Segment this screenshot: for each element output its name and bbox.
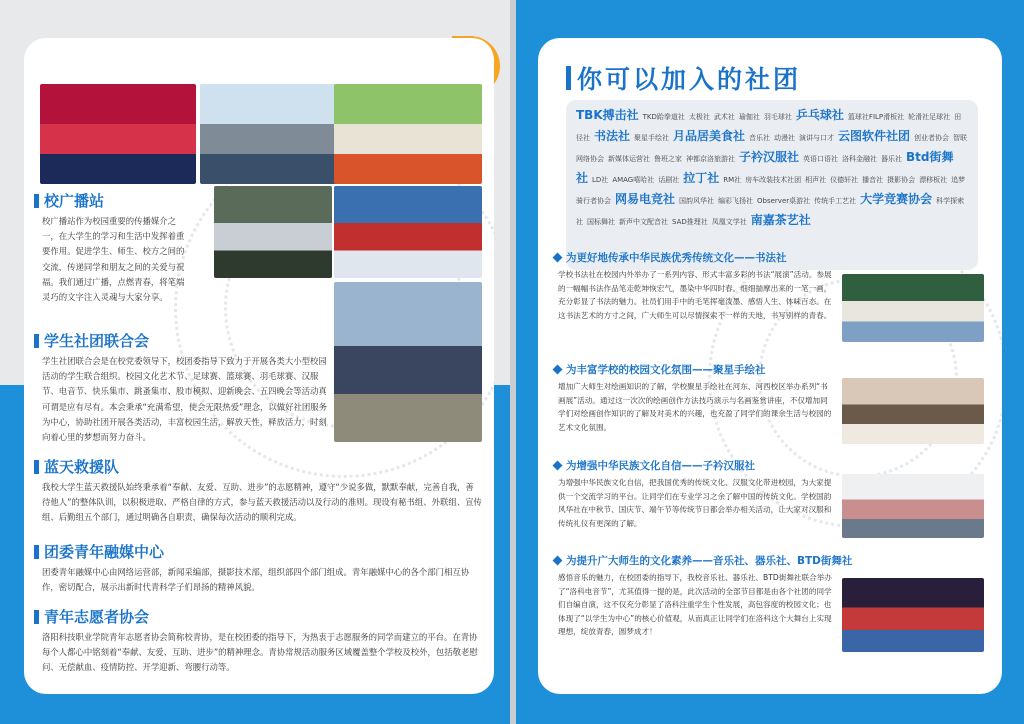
club-name: 动漫社 <box>774 134 796 142</box>
club-name: 器乐社 <box>881 155 903 163</box>
club-name: 子衿汉服社 <box>739 150 800 164</box>
club-name: 月品居美食社 <box>673 129 746 143</box>
club-name: 网易电竞社 <box>615 192 676 206</box>
section-title-club-union: 学生社团联合会 <box>34 330 149 351</box>
page-title: 你可以加入的社团 <box>566 60 801 96</box>
section-body-volunteers: 洛阳科技职业学院青年志愿者协会简称校青协，是在校团委的指导下，为热衷于志愿服务的同学而建立的平台。在青协每个人都心中铭刻着“奉献、友爱、互助、进步”的精神理念。青协常规活动服务区域覆盖整个学校及校外，包括敬老慰问、无偿献血、疫情防控、开学迎新、弯腰行动等。 <box>42 632 478 673</box>
section-body-broadcast: 校广播站作为校园重要的传播媒介之一，在大学生的学习和生活中发挥着重要作用。促进学生、师生、校方之间的交流，传递同学和朋友之间的关爱与祝福。我们通过广播，点燃青春，将笔端灵巧的文字注入灵魂与大家分享。 <box>42 216 185 303</box>
section-body-rescue-team: 我校大学生蓝天救援队始终秉承着“奉献、友爱、互助、进步”的志愿精神，遵守“少说多做，默默奉献，完善自我，善待他人”的整体队训，以积极进取、严格自律的方式，参与蓝天救援活动以及行动的准则。现设有秘书组、外联组、宣传组、后勤组五个部门，通过明确各自职责，确保每次活动的顺利完成。 <box>42 482 482 523</box>
club-name: 传统手工艺社 <box>814 197 857 205</box>
club-list <box>566 100 978 270</box>
club-name: TBK搏击社 <box>576 108 639 122</box>
club-name: 聚星手绘社 <box>634 134 670 142</box>
club-name: 房车改装技术社团 <box>745 176 802 184</box>
club-name: 新媒体运营社 <box>608 155 650 163</box>
club-name: 话剧社 <box>658 176 680 184</box>
section-title-painting: 为丰富学校的校园文化氛围——聚星手绘社 <box>554 362 766 377</box>
club-name: 演讲与口才 <box>799 134 835 142</box>
club-name: 智联网络协会 <box>576 134 968 163</box>
club-name: 凤凰文学社 <box>711 218 747 226</box>
club-name: 国标舞社 <box>587 218 615 226</box>
photo-classroom <box>214 186 332 278</box>
section-title-calligraphy: 为更好地传承中华民族优秀传统文化——书法社 <box>554 250 787 265</box>
club-name: 音乐社 <box>749 134 771 142</box>
photo-group-building <box>334 282 482 442</box>
club-name: Observer桌游社 <box>757 197 811 205</box>
club-name: LD社 <box>592 176 609 184</box>
club-name: 羽毛球社 <box>763 113 792 121</box>
club-name: 乒乓球社 <box>795 108 844 122</box>
section-title-media-center: 团委青年融媒中心 <box>34 541 164 562</box>
section-body-media-center: 团委青年融媒中心由网络运营部，新闻采编部，摄影技术部，组织部四个部门组成。青年融媒中心的各个部门相互协作，密切配合，展示出新时代青科学子们昂扬的精神风貌。 <box>42 567 470 593</box>
club-name: 创业者协会 <box>914 134 950 142</box>
section-title-broadcast: 校广播站 <box>34 190 104 211</box>
right-panel <box>538 38 1002 694</box>
photo-rescue-team <box>334 186 482 278</box>
photo-painting-exhibit <box>842 378 984 444</box>
photo-music-dance <box>842 578 984 652</box>
club-name: 神都京洛旅游社 <box>686 155 735 163</box>
section-title-hanfu: 为增强中华民族文化自信——子衿汉服社 <box>554 458 755 473</box>
club-name: 洛科金融社 <box>842 155 878 163</box>
club-name: 书法社 <box>594 129 631 143</box>
photo-stage-event <box>40 84 196 184</box>
club-name: 瑜伽社 <box>738 113 760 121</box>
club-name: 大学竞赛协会 <box>860 192 933 206</box>
club-name: 篮球社FILP滑板社 <box>847 113 905 121</box>
section-title-volunteers: 青年志愿者协会 <box>34 606 149 627</box>
club-name: 英语口语社 <box>803 155 839 163</box>
section-body-hanfu: 为增强中华民族文化自信，把我国优秀的传统文化、汉服文化带进校园，为大家提供一个交流学习的平台。让同学们在专业学习之余了解中国的传统文化。学校国韵风华社在中秋节、国庆节、端午节等传统节日都会举办相关活动，让大家对汉服和传统礼仪有更深的了解。 <box>558 478 832 528</box>
club-name: 播音社 <box>862 176 884 184</box>
club-name: 编彩飞扬社 <box>718 197 754 205</box>
section-body-club-union: 学生社团联合会是在校党委领导下，校团委指导下致力于开展各类大小型校园活动的学生联合组织。校园文化艺术节、足球赛、篮球赛、羽毛球赛、汉服节、电音节、快乐集市、跳蚤集市、股市模拟、迎新晚会、五四晚会等活动真可谓是应有尽有。本会秉承“充满希望，使会无限热爱”理念，以做好社团服务为中心，协助社团开展各类活动，丰富校园生活，解放天性，释放活力，时刻向着心里的梦想而努力奋斗。 <box>42 356 328 443</box>
section-body-painting: 增加广大师生对绘画知识的了解，学校聚星手绘社在河东、河西校区举办系列“书画展”活动。通过这一次次的绘画创作方法技巧演示与名画鉴赏讲座，不仅增加同学们对绘画创作知识的了解及对美术的兴趣，也充盈了同学们的课余生活与校园的艺术文化氛围。 <box>558 382 832 432</box>
club-name: 田径社 <box>576 113 962 142</box>
club-name: 摄影协会 <box>887 176 916 184</box>
club-name: 漂移板社 <box>919 176 948 184</box>
club-name: Btd街舞社 <box>576 150 954 185</box>
section-title-rescue-team: 蓝天救援队 <box>34 456 119 477</box>
club-name: 追梦骑行者协会 <box>576 176 966 205</box>
club-name: RM社 <box>723 176 742 184</box>
photo-calligraphy <box>842 274 984 342</box>
club-name: TKD跆拳道社 <box>642 113 685 121</box>
photo-hanfu <box>842 474 984 538</box>
club-name: 南嘉茶艺社 <box>750 213 811 227</box>
club-name: SAD推理社 <box>672 218 708 226</box>
club-name: 太极社 <box>688 113 710 121</box>
club-name: 相声社 <box>805 176 827 184</box>
club-name: 轮滑社足球社 <box>908 113 951 121</box>
club-name: AMAG嘻哈社 <box>612 176 655 184</box>
left-panel <box>24 38 494 694</box>
club-name: 武术社 <box>713 113 735 121</box>
photo-campus-fair <box>334 84 482 184</box>
club-name: 拉丁社 <box>683 171 720 185</box>
club-name: 国韵风华社 <box>679 197 715 205</box>
club-name: 仪德轩社 <box>830 176 859 184</box>
section-title-music: 为提升广大师生的文化素养——音乐社、器乐社、BTD街舞社 <box>554 553 852 568</box>
section-body-music: 感悟音乐的魅力，在校团委的指导下，我校音乐社、器乐社、BTD街舞社联合举办了“洛科电音节”，尤其值得一提的是，此次活动的全部节目都是由各个社团的同学们自编自演，这不仅充分彰显了洛科注重学生个性发展，高包容度的校园文化；也体现了“以学生为中心”的核心价值观，从而真正让同学们在洛科这个大舞台上实现理想，绽放青春，圆梦成才！ <box>558 573 832 637</box>
club-name: 新声中文配音社 <box>619 218 668 226</box>
photo-street-dance <box>200 84 340 184</box>
section-body-calligraphy: 学校书法社在校园内外举办了一系列内容、形式丰富多彩的书法“展演”活动。参展的一幅幅书法作品笔走乾坤恢宏气，墨染中华四时春。细细揣摩出来的一笔一画，充分彰显了书法的魅力。社员们用手中的毛笔挥毫泼墨、感悟人生、体味百态。在这书法艺术的方寸之间，广大师生可以尽情探索不一样的天地，书写别样的青春。 <box>558 270 832 320</box>
club-name: 鲁班之家 <box>654 155 682 163</box>
club-name: 科学探索社 <box>576 197 965 226</box>
club-name: 云图软件社团 <box>838 129 911 143</box>
